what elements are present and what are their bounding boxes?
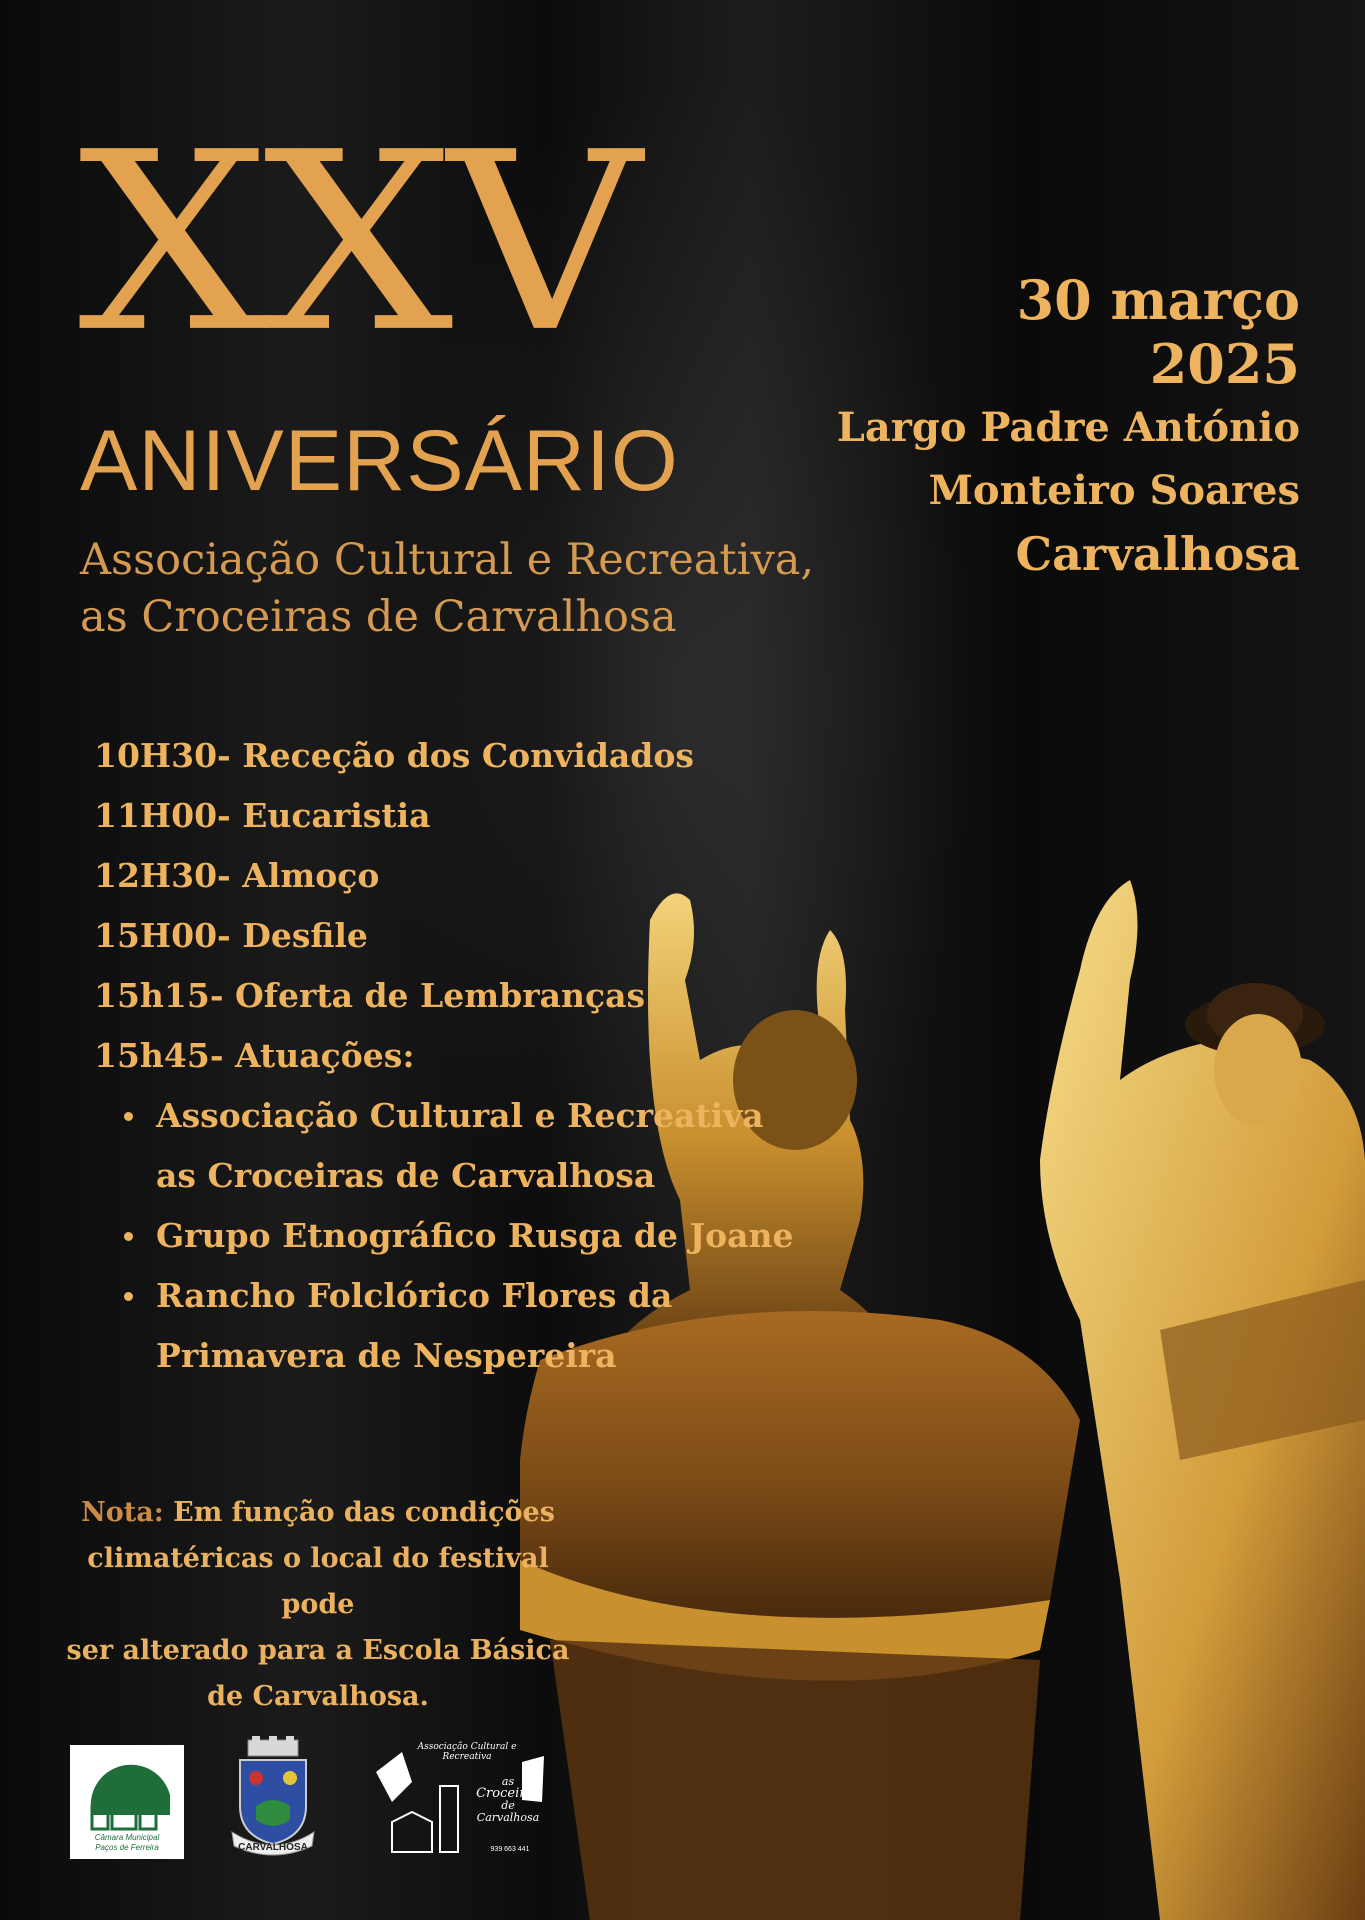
note-line-3: ser alterado para a Escola Básica xyxy=(66,1635,570,1666)
note-label: Nota: xyxy=(81,1497,164,1528)
weather-note xyxy=(58,1490,578,1720)
performers-list xyxy=(94,1086,856,1386)
camara-municipal-logo xyxy=(70,1745,184,1859)
freguesia-label: CARVALHOSA xyxy=(238,1842,308,1853)
bullet-icon xyxy=(124,1112,133,1121)
association-arc-text: Associação Cultural e Recreativa xyxy=(417,1742,517,1762)
camara-label-2: Paços de Ferreira xyxy=(95,1843,159,1852)
association-line-2: as Croceiras de Carvalhosa xyxy=(80,592,677,642)
association-name-4: Carvalhosa xyxy=(476,1811,540,1824)
male-dancer xyxy=(1040,880,1365,1920)
schedule-item: 15h45- Atuações: xyxy=(94,1036,415,1075)
association-phone: 939 663 441 xyxy=(490,1846,530,1853)
venue-line-1: Largo Padre António xyxy=(836,404,1300,451)
bullet-icon xyxy=(124,1232,133,1241)
schedule-item: 11H00- Eucaristia xyxy=(94,796,431,835)
freguesia-crest-logo xyxy=(226,1736,320,1860)
venue-place: Carvalhosa xyxy=(1015,527,1300,581)
note-line-4: de Carvalhosa. xyxy=(207,1681,429,1712)
camara-label-1: Câmara Municipal xyxy=(94,1833,160,1842)
event-date: 30 março xyxy=(1016,268,1300,332)
association-name-1: as xyxy=(501,1775,515,1788)
schedule-item: 12H30- Almoço xyxy=(94,856,380,895)
association-name-3: de xyxy=(501,1799,515,1812)
performer-item: Rancho Folclórico Flores da Primavera de Nespereira xyxy=(94,1266,856,1386)
schedule-item: 10H30- Receção dos Convidados xyxy=(94,736,694,775)
roman-numeral-title: XXV xyxy=(78,99,636,387)
performer-item: Grupo Etnográfico Rusga de Joane xyxy=(94,1206,856,1266)
association-logo xyxy=(372,1742,550,1860)
schedule-item: 15H00- Desfile xyxy=(94,916,368,955)
association-line-1: Associação Cultural e Recreativa, xyxy=(80,535,815,585)
anniversary-title: ANIVERSÁRIO xyxy=(80,413,679,509)
schedule-item: 15h15- Oferta de Lembranças xyxy=(94,976,646,1015)
note-line-1: Em função das condições xyxy=(163,1497,555,1528)
performer-item: Associação Cultural e Recreativa as Croceiras de Carvalhosa xyxy=(94,1086,856,1206)
event-year: 2025 xyxy=(1149,332,1300,396)
association-name-2: Croceiras xyxy=(476,1786,540,1801)
event-schedule xyxy=(94,726,856,1386)
association-name xyxy=(80,532,840,646)
note-line-2: climatéricas o local do festival pode xyxy=(87,1543,549,1620)
venue-line-2: Monteiro Soares xyxy=(928,467,1300,514)
event-date-venue xyxy=(837,268,1300,586)
bullet-icon xyxy=(124,1292,133,1301)
